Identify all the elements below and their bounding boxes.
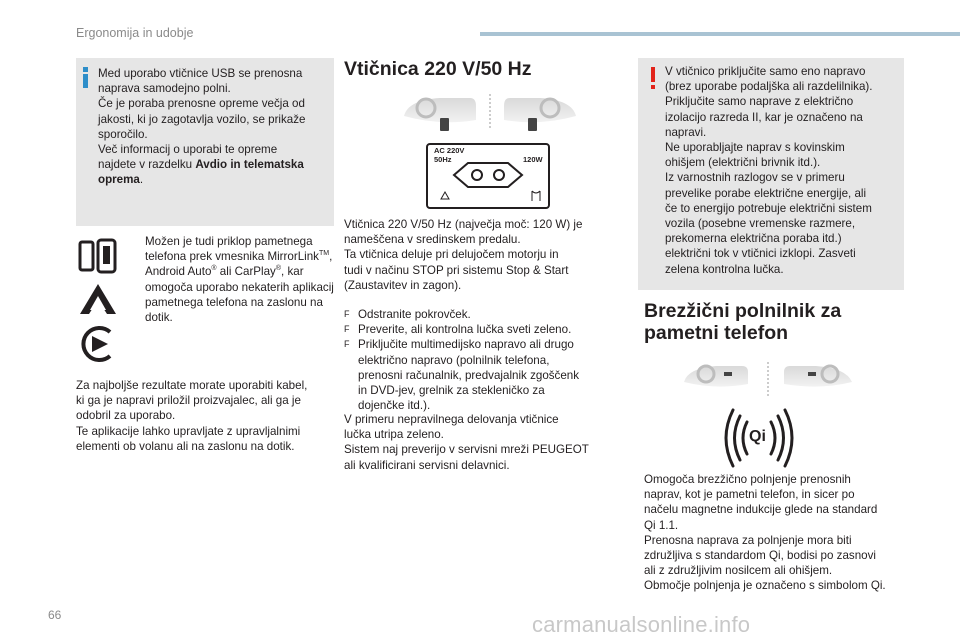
socket-desc-line: tudi v načinu STOP pri sistemu Stop & Start xyxy=(344,263,569,277)
warning-line: prevelike porabe električne energije, ali xyxy=(665,186,867,200)
page-number: 66 xyxy=(48,608,62,622)
info-box-text xyxy=(98,66,326,188)
trademark-sup: TM xyxy=(318,250,330,258)
warning-line: napravi. xyxy=(665,125,707,139)
step-line: Preverite, ali kontrolna lučka sveti zeleno. xyxy=(358,323,572,337)
socket-voltage-label: AC 220V xyxy=(434,146,465,155)
step-line: in DVD-jev, grelnik za stekleničko za xyxy=(358,384,545,398)
step-line: Priključite multimedijsko napravo ali drugo xyxy=(358,338,574,352)
info-icon xyxy=(83,67,89,88)
mirror-text xyxy=(145,234,335,325)
info-line: jakosti, ki jo zagotavlja vozilo, se prikaže xyxy=(98,112,306,126)
wireless-line: Omogoča brezžično polnjenje prenosnih xyxy=(644,473,851,486)
socket-label-voltage xyxy=(434,146,464,164)
wireless-heading-line: pametni telefon xyxy=(644,322,789,344)
warning-icon xyxy=(651,67,655,89)
wireless-location-illustration xyxy=(680,360,856,405)
mirror-line-text: , kar xyxy=(281,265,304,279)
wireless-description xyxy=(644,472,906,594)
socket-desc-line: Ta vtičnica deluje pri delujočem motorju in xyxy=(344,248,559,262)
warning-line: Priključite samo naprave z električno xyxy=(665,95,854,109)
wireless-line: Območje polnjenja je označeno s simbolom Qi. xyxy=(644,579,886,593)
socket-desc-line: nameščena v sredinskem predalu. xyxy=(344,233,521,247)
socket-frequency-label: 50Hz xyxy=(434,155,452,164)
socket-desc-line: (Zaustavitev in zagon). xyxy=(344,278,462,292)
socket-section-heading: Vtičnica 220 V/50 Hz xyxy=(344,58,532,80)
socket-steps xyxy=(344,307,628,413)
info-line: naprava samodejno polni. xyxy=(98,82,231,96)
step-marker: F xyxy=(344,309,350,319)
info-line: Več informacij o uporabi te opreme xyxy=(98,143,278,157)
warning-line: zelena kontrolna lučka. xyxy=(665,262,784,276)
info-line: Med uporabo vtičnice USB se prenosna xyxy=(98,67,303,80)
warning-line: ohišjem (električni brivnik itd.). xyxy=(665,156,821,170)
step-item xyxy=(344,307,628,322)
mirror-line xyxy=(145,264,335,279)
registered-sup: ® xyxy=(275,265,282,273)
warning-text xyxy=(665,64,899,277)
step-item xyxy=(344,322,628,337)
warning-line: Ne uporabljajte naprav s kovinskim xyxy=(665,141,845,155)
info-bold-ref: oprema xyxy=(98,173,140,187)
advice-line: elementi ob volanu ali na zaslonu na dotik. xyxy=(76,439,295,453)
qi-label: Qi xyxy=(749,428,766,445)
fault-line: Sistem naj preverijo v servisni mreži PEUGEOT xyxy=(344,443,589,457)
wireless-line: ali z združljivim nosilcem ali ohišjem. xyxy=(644,564,833,578)
mirror-line xyxy=(145,249,335,264)
wireless-line: naprav, kot je pametni telefon, in sicer po xyxy=(644,488,855,502)
mirror-line: Možen je tudi priklop pametnega xyxy=(145,235,313,248)
mirror-line-text: ali CarPlay xyxy=(216,265,276,279)
step-item xyxy=(344,337,628,413)
warning-line: (brez uporabe podaljška ali razdelilnika). xyxy=(665,80,873,94)
watermark: carmanualsonline.info xyxy=(532,612,751,637)
info-line xyxy=(98,172,326,187)
warning-line: prekomerna električna poraba itd.) xyxy=(665,232,842,246)
section-header-title: Ergonomija in udobje xyxy=(76,26,194,40)
wireless-section-heading xyxy=(644,300,904,344)
mirror-line-end: , xyxy=(329,250,333,264)
step-marker: F xyxy=(344,339,350,350)
mirror-line-text: telefona prek vmesnika MirrorLink xyxy=(145,250,319,264)
mirror-line: omogoča uporabo nekaterih aplikacij xyxy=(145,280,334,294)
step-line: dojenčke itd.). xyxy=(358,399,431,413)
step-marker: F xyxy=(344,324,350,335)
step-line: električno napravo (polnilnik telefona, xyxy=(358,353,550,367)
mirror-line-text: Android Auto xyxy=(145,265,212,279)
warning-line: izolacijo razreda II, kar je označeno na xyxy=(665,110,863,124)
warning-line: vozila (posebne vremenske razmere, xyxy=(665,217,856,231)
fault-line: lučka utripa zeleno. xyxy=(344,428,444,442)
header-accent-bar xyxy=(480,32,960,36)
socket-desc-line: Vtičnica 220 V/50 Hz (največja moč: 120 W) je xyxy=(344,218,583,231)
wireless-line: Prenosna naprava za polnjenje mora biti xyxy=(644,533,852,547)
advice-line: Te aplikacije lahko upravljate z upravljalnimi xyxy=(76,424,301,438)
fault-text xyxy=(344,412,628,473)
fault-line: ali kvalificirani servisni delavnici. xyxy=(344,458,510,472)
mirror-line: dotik. xyxy=(145,311,173,325)
socket-description xyxy=(344,217,626,293)
advice-line: odobril za uporabo. xyxy=(76,409,176,423)
info-line-text: najdete v razdelku xyxy=(98,158,196,172)
warning-line: če to energijo potrebuje električni sistem xyxy=(665,201,872,215)
wireless-line: načelu magnetne indukcije glede na standard xyxy=(644,503,878,517)
socket-power-label: 120W xyxy=(523,155,543,164)
wireless-line: Qi 1.1. xyxy=(644,518,679,532)
mirror-line: pametnega telefona na zaslonu na xyxy=(145,295,323,309)
advice-line: Za najboljše rezultate morate uporabiti kabel, xyxy=(76,379,308,392)
step-line: Odstranite pokrovček. xyxy=(358,308,471,321)
warning-line: električni tok v vtičnici izklopi. Zasveti xyxy=(665,247,856,261)
wireless-heading-line: Brezžični polnilnik za xyxy=(644,300,842,322)
android-auto-icon xyxy=(78,282,118,323)
registered-sup: ® xyxy=(211,265,217,273)
info-bold-ref: Avdio in telematska xyxy=(195,158,304,172)
carplay-icon xyxy=(78,324,118,369)
step-line: prenosni računalnik, predvajalnik zgoščenk xyxy=(358,368,580,382)
warning-line: Iz varnostnih razlogov se v primeru xyxy=(665,171,845,185)
advice-line: ki ga je napravi priložil proizvajalec, ali ga je xyxy=(76,394,301,408)
warning-line: V vtičnico priključite samo eno napravo xyxy=(665,65,866,78)
info-line: Če je poraba prenosne opreme večja od xyxy=(98,97,305,111)
dashboard-location-illustration xyxy=(400,90,580,141)
wireless-line: združljiva s standardom Qi, bodisi po zasnovi xyxy=(644,549,876,563)
fault-line: V primeru nepravilnega delovanja vtičnice xyxy=(344,413,559,426)
info-period: . xyxy=(139,173,144,187)
info-line xyxy=(98,157,326,172)
mirrorlink-icon xyxy=(78,238,118,279)
cable-advice-text xyxy=(76,378,338,454)
info-line: sporočilo. xyxy=(98,127,148,141)
